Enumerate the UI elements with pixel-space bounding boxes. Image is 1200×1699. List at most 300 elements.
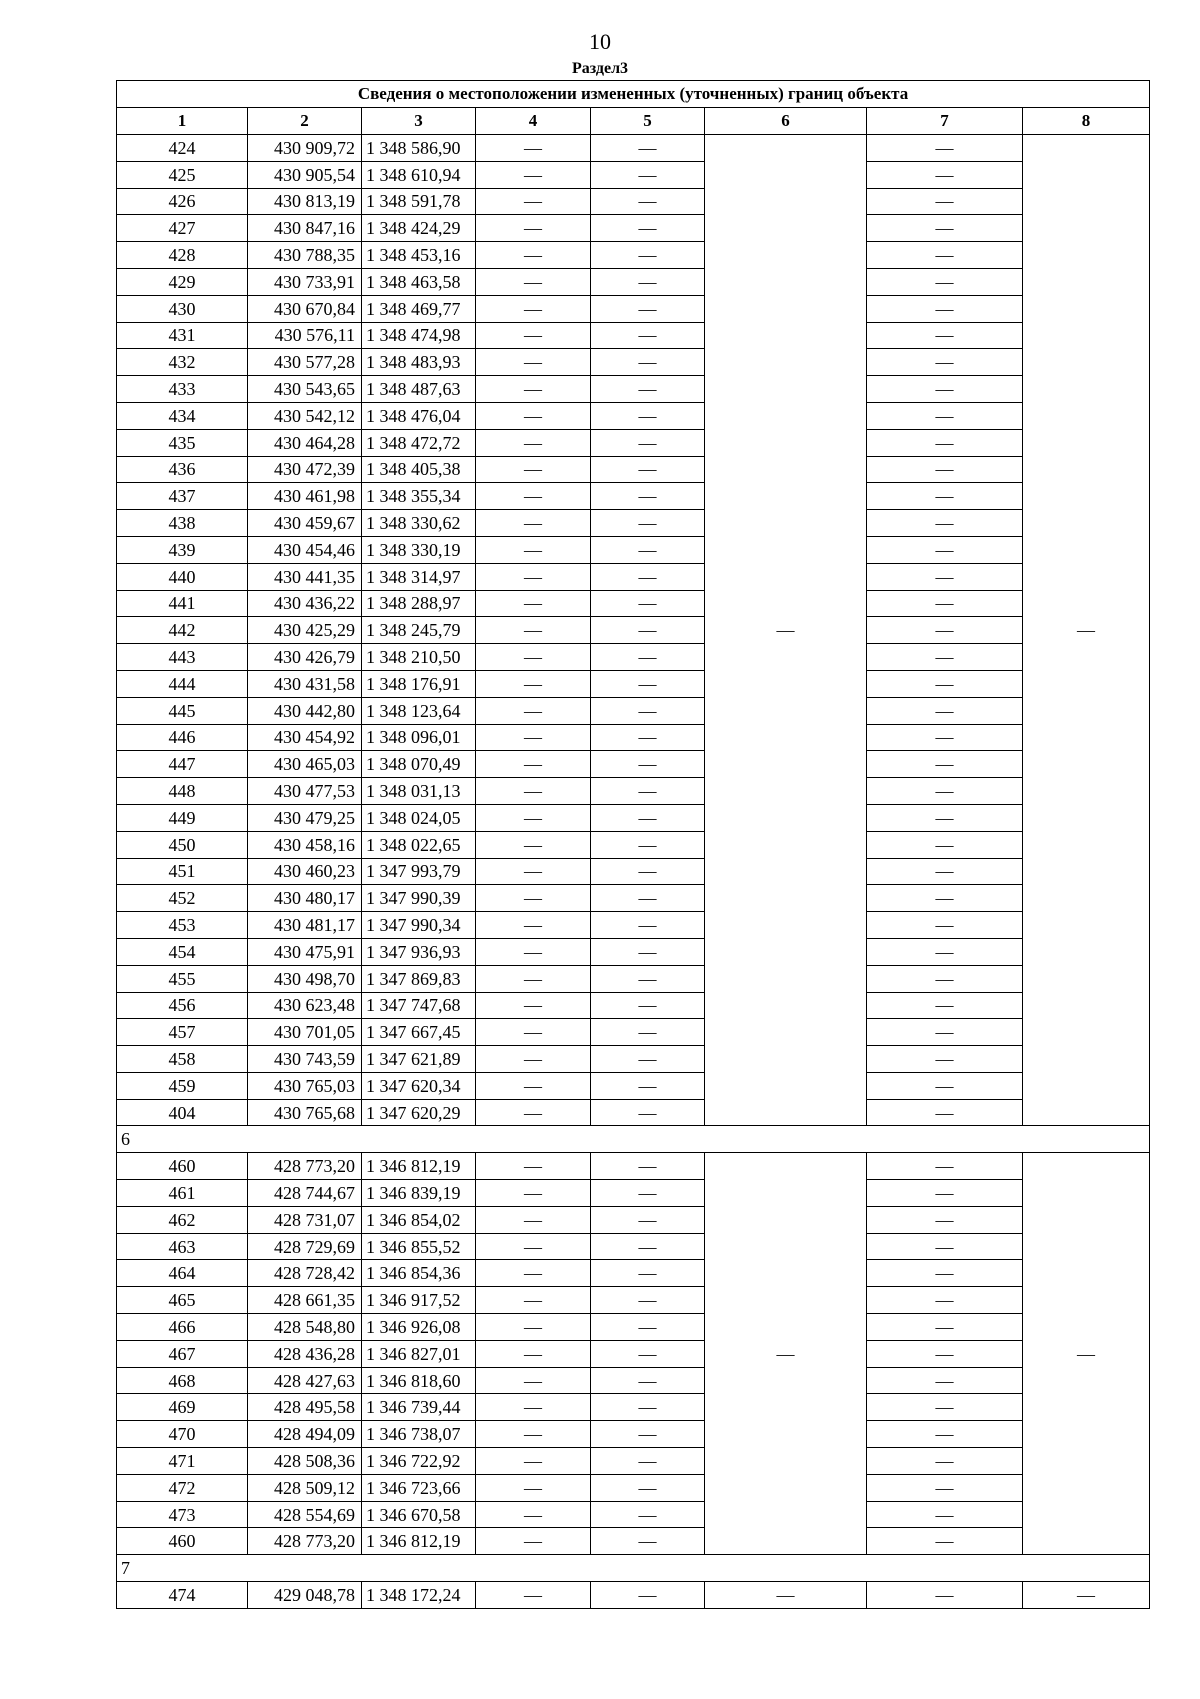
coordinate-x: 430 454,46 — [248, 536, 362, 563]
table-row — [117, 215, 1150, 242]
coordinate-x: 430 909,72 — [248, 135, 362, 162]
coordinate-x: 430 475,91 — [248, 938, 362, 965]
point-number: 428 — [117, 242, 248, 269]
coordinate-y: 1 348 463,58 — [362, 268, 476, 295]
coordinate-y: 1 347 869,83 — [362, 965, 476, 992]
point-number: 443 — [117, 644, 248, 671]
coordinate-x: 430 733,91 — [248, 268, 362, 295]
coordinate-x: 428 773,20 — [248, 1153, 362, 1180]
coordinate-x: 429 048,78 — [248, 1582, 362, 1609]
point-number: 451 — [117, 858, 248, 885]
coordinate-x: 430 436,22 — [248, 590, 362, 617]
coordinate-y: 1 348 176,91 — [362, 670, 476, 697]
contour-label: 6 — [117, 1126, 1150, 1153]
col-7-value: — — [867, 1528, 1023, 1555]
coordinate-y: 1 346 839,19 — [362, 1180, 476, 1207]
col-6-value: — — [705, 1582, 867, 1609]
col-7-value: — — [867, 1019, 1023, 1046]
col-7-value: — — [867, 322, 1023, 349]
coordinate-y: 1 346 738,07 — [362, 1421, 476, 1448]
table-row — [117, 1260, 1150, 1287]
coordinate-x: 430 623,48 — [248, 992, 362, 1019]
col-7-value: — — [867, 1099, 1023, 1126]
coordinate-x: 428 661,35 — [248, 1287, 362, 1314]
col-5-value: — — [591, 697, 705, 724]
col-4-value: — — [476, 697, 591, 724]
table-row — [117, 510, 1150, 537]
col-4-value: — — [476, 1340, 591, 1367]
point-number: 434 — [117, 402, 248, 429]
table-row — [117, 1072, 1150, 1099]
col-5-value: — — [591, 402, 705, 429]
col-6-value: — — [705, 1153, 867, 1555]
col-7-value: — — [867, 1448, 1023, 1475]
table-row — [117, 724, 1150, 751]
col-4-value: — — [476, 751, 591, 778]
coordinate-y: 1 347 620,34 — [362, 1072, 476, 1099]
coordinate-x: 430 765,03 — [248, 1072, 362, 1099]
col-4-value: — — [476, 1528, 591, 1555]
coordinate-y: 1 346 818,60 — [362, 1367, 476, 1394]
col-7-value: — — [867, 1367, 1023, 1394]
coordinate-x: 428 495,58 — [248, 1394, 362, 1421]
coordinate-y: 1 347 993,79 — [362, 858, 476, 885]
table-body — [117, 81, 1150, 1609]
col-7-value: — — [867, 778, 1023, 805]
col-7-value: — — [867, 429, 1023, 456]
coordinate-x: 430 788,35 — [248, 242, 362, 269]
boundary-coordinates-table — [116, 80, 1150, 1609]
page-number: 10 — [589, 29, 611, 54]
point-number: 425 — [117, 161, 248, 188]
coordinate-x: 428 508,36 — [248, 1448, 362, 1475]
col-4-value: — — [476, 858, 591, 885]
coordinate-x: 428 494,09 — [248, 1421, 362, 1448]
col-5-value: — — [591, 161, 705, 188]
col-5-value: — — [591, 1474, 705, 1501]
coordinate-y: 1 348 330,62 — [362, 510, 476, 537]
col-4-value: — — [476, 322, 591, 349]
table-row — [117, 1421, 1150, 1448]
col-5-value: — — [591, 1448, 705, 1475]
coordinate-y: 1 346 926,08 — [362, 1314, 476, 1341]
col-7-value: — — [867, 376, 1023, 403]
col-5-value: — — [591, 644, 705, 671]
coordinate-x: 428 436,28 — [248, 1340, 362, 1367]
coordinate-y: 1 348 472,72 — [362, 429, 476, 456]
table-row — [117, 1046, 1150, 1073]
point-number: 471 — [117, 1448, 248, 1475]
coordinate-y: 1 346 917,52 — [362, 1287, 476, 1314]
coordinate-y: 1 348 355,34 — [362, 483, 476, 510]
point-number: 468 — [117, 1367, 248, 1394]
table-row — [117, 188, 1150, 215]
table-row — [117, 456, 1150, 483]
coordinate-x: 430 442,80 — [248, 697, 362, 724]
col-5-value: — — [591, 1260, 705, 1287]
col-5-value: — — [591, 1501, 705, 1528]
col-7-value: — — [867, 1582, 1023, 1609]
coordinate-x: 430 425,29 — [248, 617, 362, 644]
table-row — [117, 483, 1150, 510]
coordinate-x: 428 548,80 — [248, 1314, 362, 1341]
col-5-value: — — [591, 590, 705, 617]
col-5-value: — — [591, 268, 705, 295]
col-5-value: — — [591, 483, 705, 510]
col-4-value: — — [476, 1314, 591, 1341]
coordinate-x: 428 728,42 — [248, 1260, 362, 1287]
col-7-value: — — [867, 1474, 1023, 1501]
col-4-value: — — [476, 215, 591, 242]
col-4-value: — — [476, 1582, 591, 1609]
coordinate-y: 1 347 667,45 — [362, 1019, 476, 1046]
col-7-value: — — [867, 1046, 1023, 1073]
column-number: 3 — [362, 108, 476, 135]
coordinate-x: 430 477,53 — [248, 778, 362, 805]
point-number: 459 — [117, 1072, 248, 1099]
col-5-value: — — [591, 349, 705, 376]
col-7-value: — — [867, 268, 1023, 295]
coordinate-x: 428 744,67 — [248, 1180, 362, 1207]
col-4-value: — — [476, 912, 591, 939]
table-row — [117, 536, 1150, 563]
point-number: 452 — [117, 885, 248, 912]
contour-label-row — [117, 1126, 1150, 1153]
col-8-value: — — [1023, 1153, 1150, 1555]
col-4-value: — — [476, 242, 591, 269]
col-5-value: — — [591, 563, 705, 590]
coordinate-y: 1 346 739,44 — [362, 1394, 476, 1421]
coordinate-y: 1 348 123,64 — [362, 697, 476, 724]
col-5-value: — — [591, 965, 705, 992]
coordinate-y: 1 348 591,78 — [362, 188, 476, 215]
coordinate-x: 430 426,79 — [248, 644, 362, 671]
col-4-value: — — [476, 429, 591, 456]
table-row — [117, 1153, 1150, 1180]
col-4-value: — — [476, 1019, 591, 1046]
table-row — [117, 161, 1150, 188]
coordinate-x: 428 731,07 — [248, 1206, 362, 1233]
col-5-value: — — [591, 376, 705, 403]
point-number: 462 — [117, 1206, 248, 1233]
col-7-value: — — [867, 188, 1023, 215]
col-5-value: — — [591, 938, 705, 965]
point-number: 435 — [117, 429, 248, 456]
column-number-row — [117, 108, 1150, 135]
coordinate-x: 430 670,84 — [248, 295, 362, 322]
col-7-value: — — [867, 1287, 1023, 1314]
point-number: 461 — [117, 1180, 248, 1207]
col-5-value: — — [591, 510, 705, 537]
coordinate-x: 430 543,65 — [248, 376, 362, 403]
col-4-value: — — [476, 1394, 591, 1421]
col-5-value: — — [591, 1233, 705, 1260]
coordinate-x: 430 461,98 — [248, 483, 362, 510]
col-4-value: — — [476, 1099, 591, 1126]
point-number: 432 — [117, 349, 248, 376]
coordinate-y: 1 347 990,39 — [362, 885, 476, 912]
coordinate-y: 1 348 469,77 — [362, 295, 476, 322]
table-row — [117, 992, 1150, 1019]
point-number: 438 — [117, 510, 248, 537]
coordinate-x: 428 509,12 — [248, 1474, 362, 1501]
col-5-value: — — [591, 992, 705, 1019]
col-7-value: — — [867, 242, 1023, 269]
col-5-value: — — [591, 536, 705, 563]
table-row — [117, 858, 1150, 885]
col-5-value: — — [591, 322, 705, 349]
point-number: 464 — [117, 1260, 248, 1287]
point-number: 426 — [117, 188, 248, 215]
col-4-value: — — [476, 563, 591, 590]
col-4-value: — — [476, 376, 591, 403]
col-4-value: — — [476, 778, 591, 805]
col-5-value: — — [591, 1421, 705, 1448]
col-5-value: — — [591, 188, 705, 215]
coordinate-y: 1 348 288,97 — [362, 590, 476, 617]
col-7-value: — — [867, 1206, 1023, 1233]
col-4-value: — — [476, 402, 591, 429]
col-4-value: — — [476, 1180, 591, 1207]
table-row — [117, 1287, 1150, 1314]
coordinate-y: 1 346 723,66 — [362, 1474, 476, 1501]
point-number: 448 — [117, 778, 248, 805]
coordinate-x: 430 441,35 — [248, 563, 362, 590]
col-5-value: — — [591, 1287, 705, 1314]
coordinate-x: 430 472,39 — [248, 456, 362, 483]
point-number: 444 — [117, 670, 248, 697]
col-4-value: — — [476, 1421, 591, 1448]
coordinate-x: 430 542,12 — [248, 402, 362, 429]
col-7-value: — — [867, 563, 1023, 590]
point-number: 473 — [117, 1501, 248, 1528]
coordinate-x: 430 458,16 — [248, 831, 362, 858]
col-5-value: — — [591, 912, 705, 939]
table-row — [117, 242, 1150, 269]
table-row — [117, 644, 1150, 671]
table-caption-row — [117, 81, 1150, 108]
col-4-value: — — [476, 349, 591, 376]
table-row — [117, 778, 1150, 805]
col-4-value: — — [476, 938, 591, 965]
point-number: 449 — [117, 804, 248, 831]
col-7-value: — — [867, 590, 1023, 617]
col-8-value: — — [1023, 135, 1150, 1126]
col-4-value: — — [476, 885, 591, 912]
table-row — [117, 376, 1150, 403]
col-5-value: — — [591, 751, 705, 778]
point-number: 433 — [117, 376, 248, 403]
col-5-value: — — [591, 429, 705, 456]
column-number: 6 — [705, 108, 867, 135]
coordinate-y: 1 348 424,29 — [362, 215, 476, 242]
col-8-value: — — [1023, 1582, 1150, 1609]
col-4-value: — — [476, 456, 591, 483]
col-4-value: — — [476, 1448, 591, 1475]
point-number: 457 — [117, 1019, 248, 1046]
col-5-value: — — [591, 617, 705, 644]
col-4-value: — — [476, 1287, 591, 1314]
column-number: 5 — [591, 108, 705, 135]
col-4-value: — — [476, 268, 591, 295]
point-number: 404 — [117, 1099, 248, 1126]
coordinate-x: 428 729,69 — [248, 1233, 362, 1260]
point-number: 460 — [117, 1153, 248, 1180]
col-5-value: — — [591, 1206, 705, 1233]
col-7-value: — — [867, 1314, 1023, 1341]
col-5-value: — — [591, 1367, 705, 1394]
point-number: 442 — [117, 617, 248, 644]
col-7-value: — — [867, 831, 1023, 858]
point-number: 450 — [117, 831, 248, 858]
column-number: 4 — [476, 108, 591, 135]
col-4-value: — — [476, 831, 591, 858]
column-number: 2 — [248, 108, 362, 135]
col-4-value: — — [476, 992, 591, 1019]
table-row — [117, 322, 1150, 349]
point-number: 456 — [117, 992, 248, 1019]
col-7-value: — — [867, 965, 1023, 992]
table-row — [117, 1528, 1150, 1555]
col-7-value: — — [867, 536, 1023, 563]
col-5-value: — — [591, 724, 705, 751]
col-5-value: — — [591, 295, 705, 322]
col-4-value: — — [476, 590, 591, 617]
col-7-value: — — [867, 885, 1023, 912]
coordinate-x: 430 454,92 — [248, 724, 362, 751]
col-5-value: — — [591, 456, 705, 483]
coordinate-y: 1 348 022,65 — [362, 831, 476, 858]
table-row — [117, 1340, 1150, 1367]
coordinate-y: 1 347 990,34 — [362, 912, 476, 939]
coordinate-x: 430 847,16 — [248, 215, 362, 242]
table-row — [117, 912, 1150, 939]
coordinate-y: 1 347 747,68 — [362, 992, 476, 1019]
col-4-value: — — [476, 188, 591, 215]
point-number: 469 — [117, 1394, 248, 1421]
col-7-value: — — [867, 1180, 1023, 1207]
table-row — [117, 1233, 1150, 1260]
table-row — [117, 1206, 1150, 1233]
col-5-value: — — [591, 1180, 705, 1207]
col-7-value: — — [867, 912, 1023, 939]
coordinate-x: 430 765,68 — [248, 1099, 362, 1126]
coordinate-y: 1 348 031,13 — [362, 778, 476, 805]
coordinate-y: 1 348 245,79 — [362, 617, 476, 644]
col-5-value: — — [591, 1394, 705, 1421]
point-number: 446 — [117, 724, 248, 751]
col-5-value: — — [591, 831, 705, 858]
point-number: 466 — [117, 1314, 248, 1341]
col-4-value: — — [476, 510, 591, 537]
col-5-value: — — [591, 1153, 705, 1180]
table-row — [117, 1394, 1150, 1421]
col-5-value: — — [591, 1046, 705, 1073]
coordinate-x: 430 743,59 — [248, 1046, 362, 1073]
table-row — [117, 1180, 1150, 1207]
col-4-value: — — [476, 1260, 591, 1287]
col-7-value: — — [867, 295, 1023, 322]
col-5-value: — — [591, 1019, 705, 1046]
coordinate-y: 1 348 172,24 — [362, 1582, 476, 1609]
point-number: 436 — [117, 456, 248, 483]
section-label: Раздел3 — [571, 60, 629, 77]
table-row — [117, 670, 1150, 697]
table-row — [117, 938, 1150, 965]
coordinate-y: 1 346 812,19 — [362, 1153, 476, 1180]
table-row — [117, 135, 1150, 162]
table-row — [117, 1582, 1150, 1609]
col-4-value: — — [476, 1153, 591, 1180]
col-7-value: — — [867, 644, 1023, 671]
col-7-value: — — [867, 1153, 1023, 1180]
point-number: 474 — [117, 1582, 248, 1609]
table-row — [117, 1019, 1150, 1046]
col-4-value: — — [476, 1233, 591, 1260]
col-7-value: — — [867, 670, 1023, 697]
coordinate-y: 1 347 620,29 — [362, 1099, 476, 1126]
coordinate-y: 1 348 024,05 — [362, 804, 476, 831]
coordinate-y: 1 348 070,49 — [362, 751, 476, 778]
col-4-value: — — [476, 536, 591, 563]
col-7-value: — — [867, 161, 1023, 188]
point-number: 455 — [117, 965, 248, 992]
coordinate-x: 430 464,28 — [248, 429, 362, 456]
col-4-value: — — [476, 965, 591, 992]
column-number: 1 — [117, 108, 248, 135]
col-5-value: — — [591, 670, 705, 697]
coordinate-x: 430 577,28 — [248, 349, 362, 376]
coordinate-x: 430 460,23 — [248, 858, 362, 885]
point-number: 439 — [117, 536, 248, 563]
coordinate-y: 1 348 610,94 — [362, 161, 476, 188]
col-7-value: — — [867, 349, 1023, 376]
coordinate-y: 1 348 314,97 — [362, 563, 476, 590]
coordinate-y: 1 346 854,36 — [362, 1260, 476, 1287]
col-7-value: — — [867, 724, 1023, 751]
col-7-value: — — [867, 402, 1023, 429]
table-row — [117, 563, 1150, 590]
point-number: 430 — [117, 295, 248, 322]
col-4-value: — — [476, 724, 591, 751]
point-number: 472 — [117, 1474, 248, 1501]
coordinate-y: 1 346 670,58 — [362, 1501, 476, 1528]
col-7-value: — — [867, 1260, 1023, 1287]
col-7-value: — — [867, 135, 1023, 162]
coordinate-x: 430 459,67 — [248, 510, 362, 537]
table-row — [117, 1314, 1150, 1341]
table-row — [117, 804, 1150, 831]
col-4-value: — — [476, 644, 591, 671]
coordinate-y: 1 348 487,63 — [362, 376, 476, 403]
coordinate-y: 1 348 330,19 — [362, 536, 476, 563]
point-number: 463 — [117, 1233, 248, 1260]
coordinate-y: 1 348 405,38 — [362, 456, 476, 483]
col-4-value: — — [476, 1072, 591, 1099]
coordinate-y: 1 346 855,52 — [362, 1233, 476, 1260]
col-4-value: — — [476, 670, 591, 697]
point-number: 465 — [117, 1287, 248, 1314]
coordinate-y: 1 346 827,01 — [362, 1340, 476, 1367]
coordinate-y: 1 348 096,01 — [362, 724, 476, 751]
coordinate-y: 1 347 936,93 — [362, 938, 476, 965]
table-row — [117, 617, 1150, 644]
point-number: 460 — [117, 1528, 248, 1555]
col-5-value: — — [591, 242, 705, 269]
col-7-value: — — [867, 1340, 1023, 1367]
col-7-value: — — [867, 617, 1023, 644]
point-number: 458 — [117, 1046, 248, 1073]
